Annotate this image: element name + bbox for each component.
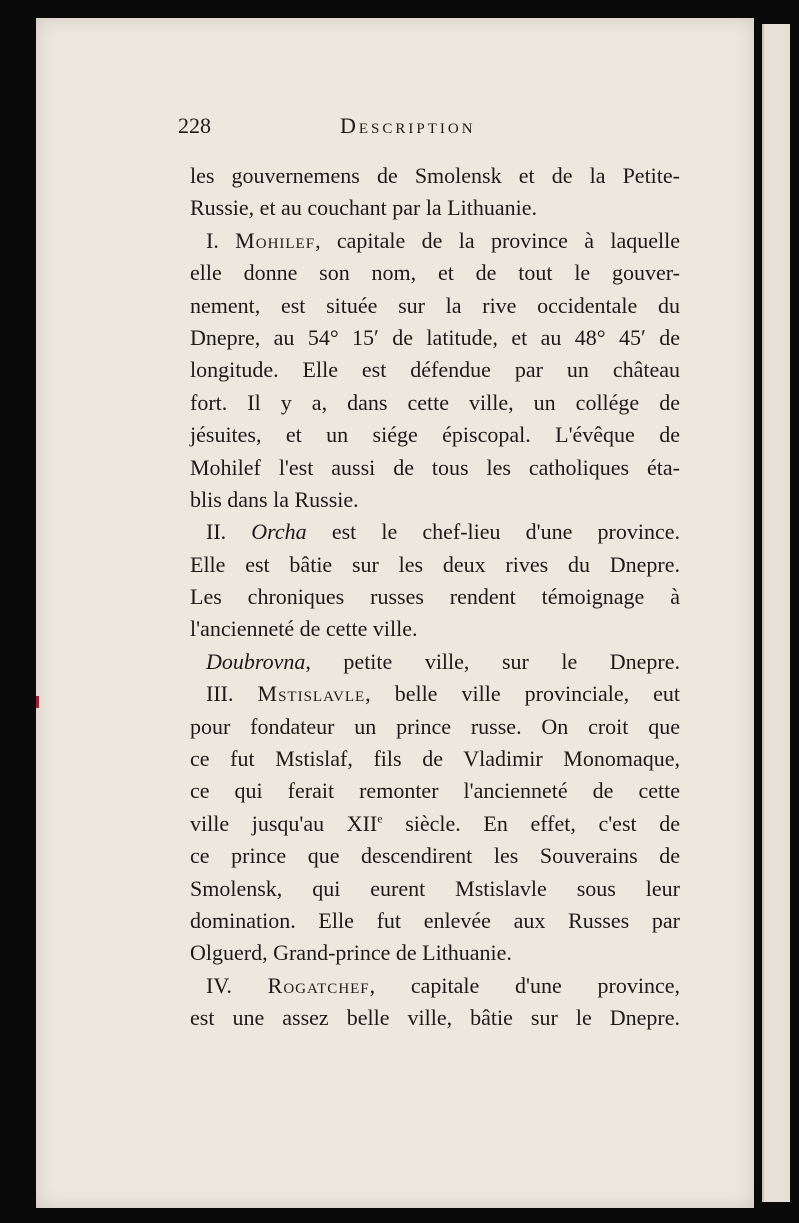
place-name: Mohilef: [235, 227, 316, 253]
place-name: Mstislavle: [257, 681, 366, 707]
body-text: [190, 160, 680, 1035]
text-line: blis dans la Russie.: [190, 486, 359, 512]
text-line: Elle est bâtie sur les deux rives du Dnepre.: [190, 551, 680, 577]
text-line: I. Mohilef, capitale de la province à laquelle: [206, 227, 680, 253]
place-name: Doubrovna: [206, 648, 306, 674]
text-line: pour fondateur un prince russe. On croit que: [190, 713, 680, 739]
text-line: est une assez belle ville, bâtie sur le Dnepre.: [190, 1005, 680, 1031]
place-name: Rogatchef: [267, 972, 370, 998]
page-number: 228: [178, 113, 211, 138]
text-line: Olguerd, Grand-prince de Lithuanie.: [190, 940, 512, 966]
text-line: Dnepre, au 54° 15ʹ de latitude, et au 48° 45ʹ de: [190, 324, 680, 350]
text-line: nement, est située sur la rive occidentale du: [190, 292, 680, 318]
text-line: Doubrovna, petite ville, sur le Dnepre.: [206, 648, 680, 674]
page-header: [178, 113, 678, 143]
text-line: domination. Elle fut enlevée aux Russes par: [190, 907, 680, 933]
text-line: l'ancienneté de cette ville.: [190, 616, 418, 642]
text-line: Russie, et au couchant par la Lithuanie.: [190, 195, 537, 221]
running-title: Description: [340, 113, 476, 138]
text-line: jésuites, et un siége épiscopal. L'évêque de: [190, 422, 680, 448]
text-line: III. Mstislavle, belle ville provinciale, eut: [206, 681, 680, 707]
text-line: Les chroniques russes rendent témoignage à: [190, 584, 680, 610]
place-name: Orcha: [251, 519, 307, 545]
text-line: elle donne son nom, et de tout le gouver-: [190, 260, 680, 286]
next-page-edge: [762, 24, 790, 1202]
text-line: les gouvernemens de Smolensk et de la Petite-: [190, 163, 680, 188]
text-line: ce prince que descendirent les Souverains de: [190, 843, 680, 869]
text-line: ce fut Mstislaf, fils de Vladimir Monomaque,: [190, 746, 680, 772]
text-line: II. Orcha est le chef-lieu d'une province.: [206, 519, 680, 545]
text-line: Smolensk, qui eurent Mstislavle sous leur: [190, 875, 680, 901]
text-line: ville jusqu'au XIIe siècle. En effet, c'est de: [190, 810, 680, 836]
text-line: ce qui ferait remonter l'ancienneté de cette: [190, 778, 680, 804]
text-line: IV. Rogatchef, capitale d'une province,: [206, 972, 680, 998]
ink-mark: [36, 696, 39, 708]
text-line: longitude. Elle est défendue par un château: [190, 357, 680, 383]
text-line: Mohilef l'est aussi de tous les catholiques éta-: [190, 454, 680, 480]
text-line: fort. Il y a, dans cette ville, un collége de: [190, 389, 680, 415]
